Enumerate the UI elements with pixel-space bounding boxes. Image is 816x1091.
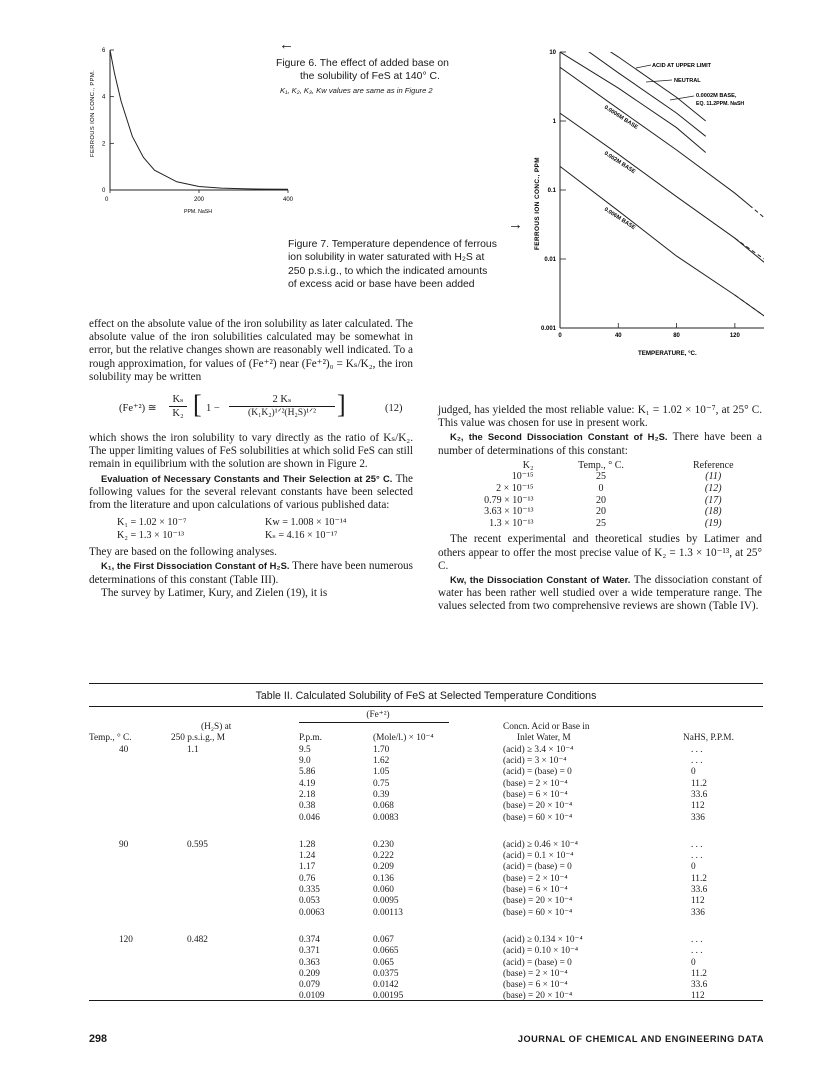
table-2-ppm: 9.5: [299, 744, 311, 755]
table-2-mole: 0.0083: [373, 812, 399, 823]
table-2-mole: 0.0375: [373, 968, 399, 979]
figure-6-y-tick-label: 2: [102, 141, 106, 148]
table-2-nahs: . . .: [691, 934, 703, 945]
figure-7-y-tick-label: 0.1: [547, 188, 556, 194]
table-2-h2s: [149, 756, 299, 767]
table-2-h2s: 1.1: [187, 744, 199, 755]
figure-7-series-line: [560, 67, 749, 205]
table-2-header-temp: Temp., ° C.: [89, 733, 132, 744]
table-2-temp: [89, 767, 149, 778]
table-2-nahs: 336: [691, 812, 705, 823]
k2-temp: 0: [598, 483, 604, 494]
table-2-h2s: [149, 969, 299, 980]
figure-6-x-tick-label: 400: [283, 197, 294, 203]
table-2-temp: [89, 862, 149, 873]
journal-name: JOURNAL OF CHEMICAL AND ENGINEERING DATA: [517, 1034, 764, 1044]
table-2-temp: [89, 779, 149, 790]
figure-6-curve: [110, 50, 288, 189]
table-2-header-fe: (Fe⁺²): [366, 710, 390, 720]
table-2-header-fe-rule: [299, 722, 487, 734]
equation-frac1: [169, 393, 187, 420]
figure-7-caption-line: 250 p.s.i.g., to which the indicated amounts: [288, 265, 488, 277]
table-2-mole: 0.00113: [373, 907, 403, 918]
table-2-mole: 0.0142: [373, 980, 399, 991]
section-heading: K₁, the First Dissociation Constant of H₂S.: [101, 560, 290, 572]
k2-table-header: [460, 460, 762, 472]
table-2-nahs: 11.2: [691, 778, 707, 789]
table-2-nahs: . . .: [691, 756, 703, 767]
table-2-conc: (base) = 6 × 10⁻⁴: [503, 980, 568, 991]
paragraph: [438, 573, 762, 614]
table-2-nahs: . . .: [691, 839, 703, 850]
k2-header-temp: Temp., ° C.: [578, 459, 624, 471]
table-2-mole: 0.00195: [373, 991, 404, 1002]
table-2-mole: 0.0095: [373, 896, 399, 907]
table-2-conc: (acid) = (base) = 0: [503, 767, 572, 778]
table-2-header-h2s: (H₂S) at: [201, 721, 232, 732]
table-2-nahs: 0: [691, 957, 696, 968]
table-2-nahs: 112: [691, 991, 705, 1002]
figure-7-label-base-c: 0.006M BASE: [602, 206, 637, 232]
table-2-h2s: [149, 908, 299, 935]
k2-table-row: [460, 483, 762, 495]
paragraph: effect on the absolute value of the iron solubility as later calculated. The absolute value of the iron solubilities calculated may be somewhat in error, but the relative changes shown are reasonably well indicated. To a rough approximation, for values of (Fe⁺²) near (Fe⁺²)₀ = Kₛ/K₂, the iron solubility may be written: [89, 318, 413, 383]
table-2-temp: [89, 851, 149, 862]
table-2-row: [89, 980, 763, 991]
table-2-mole: 0.0665: [373, 946, 399, 957]
k2-reference: (11): [705, 471, 722, 483]
k2-temp: 20: [595, 494, 606, 506]
table-2: [89, 710, 763, 1003]
table-2-conc: (acid) ≥ 0.46 × 10⁻⁴: [503, 839, 579, 850]
constant-ks: Kₛ = 4.16 × 10⁻¹⁷: [265, 530, 338, 542]
table-2-ppm: 4.19: [299, 778, 316, 789]
equation-frac2: [229, 393, 335, 420]
figure-7-leader-line: [670, 96, 694, 100]
table-2-row: [89, 991, 763, 1002]
equation-frac1-den: K₂: [172, 408, 184, 420]
equation-frac2-num: 2 Kₛ: [229, 393, 335, 407]
table-2-ppm: 1.24: [299, 851, 316, 862]
table-2-header-mole: (Mole/l.) × 10⁻⁴: [373, 733, 434, 744]
table-2-row: [89, 767, 763, 778]
table-2-temp: [89, 790, 149, 801]
figure-6-caption-line: Figure 6. The effect of added base on: [276, 58, 449, 69]
table-2-h2s: [149, 813, 299, 840]
table-2-nahs: 33.6: [691, 885, 708, 896]
paragraph: The recent experimental and theoretical studies by Latimer and others appear to offer the most precise value of K₂ = 1.3 × 10⁻¹³, at 25° C.: [438, 533, 762, 572]
table-2-conc: (acid) = (base) = 0: [503, 957, 572, 968]
table-2-h2s: [149, 779, 299, 790]
paragraph-text: The dissociation constant of water has been rather well studied over a wide temperature range. The values selected from two comprehensive reviews are shown (Table IV).: [438, 573, 762, 613]
table-2-mole: 1.70: [373, 744, 390, 755]
figure-7-y-tick-label: 10: [549, 50, 556, 56]
table-2-h2s: [149, 862, 299, 873]
figure-7-y-tick-label: 1: [552, 119, 556, 125]
table-2-mole: 0.209: [373, 862, 394, 873]
table-2-mole: 1.62: [373, 756, 390, 767]
table-2-temp: 120: [119, 934, 133, 945]
section-heading: Kw, the Dissociation Constant of Water.: [450, 573, 631, 585]
table-2-ppm: 0.371: [299, 946, 320, 957]
table-2-row: [89, 935, 763, 946]
table-2-ppm: 0.079: [299, 980, 320, 991]
table-2-temp: [89, 980, 149, 991]
table-2-conc: (base) = 2 × 10⁻⁴: [503, 873, 568, 884]
table-2-h2s: 0.482: [187, 934, 208, 945]
table-2-ppm: 5.86: [299, 767, 316, 778]
table-2-ppm: 9.0: [299, 756, 311, 767]
table-2-nahs: 112: [691, 896, 705, 907]
figure-7-label-base-small: 0.0002M BASE,: [696, 93, 737, 99]
table-2-row: [89, 874, 763, 885]
table-2-title: Table II. Calculated Solubility of FeS at Selected Temperature Conditions: [255, 690, 597, 702]
table-2-nahs: 11.2: [691, 873, 707, 884]
figure-6-caption-line: the solubility of FeS at 140° C.: [300, 71, 440, 83]
table-2-h2s: [149, 874, 299, 885]
table-2-ppm: 2.18: [299, 789, 316, 800]
figure-6-ylabel: FERROUS ION CONC., PPM.: [90, 69, 96, 157]
k2-temp: 20: [595, 506, 606, 518]
k2-table-row: [460, 518, 762, 530]
figure-7-series-group: [560, 38, 764, 316]
figure-7-x-tick-label: 40: [614, 333, 622, 339]
figure-7-ylabel: FERROUS ION CONC., PPM: [534, 157, 541, 250]
figure-7-label-neutral: NEUTRAL: [674, 78, 701, 84]
table-2-ppm: 0.335: [299, 885, 320, 896]
table-2-ppm: 0.76: [299, 873, 316, 884]
constant-k1: K₁ = 1.02 × 10⁻⁷: [117, 517, 187, 529]
table-2-row: [89, 908, 763, 935]
table-2-nahs: 11.2: [691, 968, 707, 979]
table-2-h2s: 0.595: [187, 839, 208, 850]
table-2-ppm: 0.209: [299, 968, 320, 979]
equation-bracket-one: 1 −: [206, 403, 220, 415]
table-2-ppm: 0.374: [299, 934, 320, 945]
table-2-mole: 0.136: [373, 873, 394, 884]
table-2-h2s: [149, 767, 299, 778]
table-2-row: [89, 756, 763, 767]
table-2-mole: 0.065: [373, 957, 394, 968]
table-2-h2s: [149, 980, 299, 991]
table-2-mole: 0.067: [373, 934, 394, 945]
table-2-temp: [89, 756, 149, 767]
table-2-h2s: [149, 946, 299, 957]
k2-temp: 25: [595, 471, 606, 483]
table-2-temp: [89, 801, 149, 812]
equation-bracket-close: ]: [337, 390, 346, 420]
paragraph: They are based on the following analyses.: [89, 546, 277, 559]
table-2-row: [89, 840, 763, 851]
paragraph: [438, 430, 762, 457]
figure-7-y-tick-label: 0.001: [540, 326, 556, 332]
constants-block: [89, 516, 413, 544]
figure-6-xlabel: PPM. NaSH: [184, 209, 212, 215]
equation-frac1-num: Kₛ: [169, 393, 187, 407]
table-2-conc: (base) = 60 × 10⁻⁴: [503, 907, 573, 918]
table-2-nahs: 33.6: [691, 789, 708, 800]
section-heading: Evaluation of Necessary Constants and Their Selection at 25° C.: [101, 472, 393, 484]
table-2-row: [89, 851, 763, 862]
k2-reference: (19): [704, 517, 722, 529]
table-2-top-rule: [89, 683, 763, 684]
table-2-temp: [89, 896, 149, 907]
k2-value: 1.3 × 10⁻¹³: [489, 517, 534, 529]
paragraph: judged, has yielded the most reliable value: K₁ = 1.02 × 10⁻⁷, at 25° C. This value was chosen for use in present work.: [438, 404, 762, 430]
table-2-mole: 0.39: [373, 789, 390, 800]
table-2-ppm: 0.363: [299, 957, 320, 968]
section-heading: K₂, the Second Dissociation Constant of H₂S.: [450, 431, 668, 443]
k2-value: 0.79 × 10⁻¹³: [484, 494, 534, 506]
k2-table-row: [460, 506, 762, 518]
paragraph: The survey by Latimer, Kury, and Zielen (19), it is: [101, 586, 328, 599]
table-2-conc: (acid) ≥ 0.134 × 10⁻⁴: [503, 934, 583, 945]
table-2-header-row: [89, 733, 763, 745]
table-2-conc: (base) = 6 × 10⁻⁴: [503, 789, 568, 800]
table-2-ppm: 1.28: [299, 839, 316, 850]
left-column: [89, 318, 413, 600]
table-2-temp: [89, 874, 149, 885]
table-2-mole: 0.068: [373, 801, 394, 812]
table-2-header-row: [89, 722, 763, 734]
figure-6-x-tick-label: 0: [105, 197, 109, 203]
k2-temp: 25: [595, 517, 606, 529]
figure-7-dashed-extension: [749, 205, 764, 217]
figure-6-arrow: ←: [279, 36, 294, 53]
table-2-temp: [89, 946, 149, 957]
figure-7-label-base-small: EQ. 11.2PPM. NaSH: [696, 101, 745, 107]
right-column: [438, 404, 762, 614]
constant-k2: K₂ = 1.3 × 10⁻¹³: [117, 530, 184, 542]
table-2-row: [89, 958, 763, 969]
table-2-temp: [89, 958, 149, 969]
constant-kw: Kw = 1.008 × 10⁻¹⁴: [265, 517, 347, 529]
table-2-conc: (acid) = 0.10 × 10⁻⁴: [503, 946, 579, 957]
table-2-mole: 1.05: [373, 767, 390, 778]
table-2-header-conc: Concn. Acid or Base in: [503, 721, 590, 732]
figure-7-leader-line: [636, 65, 651, 68]
equation-bracket-open: [: [193, 390, 202, 420]
table-2-row: [89, 813, 763, 840]
table-2-conc: (base) = 20 × 10⁻⁴: [503, 991, 573, 1002]
table-2-bottom-rule: [89, 1000, 763, 1001]
figure-7-caption-line: ion solubility in water saturated with H₂S at: [288, 252, 485, 264]
figure-7-arrow: →: [508, 216, 523, 233]
table-2-h2s: [149, 958, 299, 969]
equation-lhs: (Fe⁺²) ≅: [119, 403, 157, 415]
table-2-temp: 40: [119, 744, 129, 755]
equation-frac2-den: (K₁K₂)¹ᐟ²(H₂S)¹ᐟ²: [248, 408, 316, 419]
table-2-ppm: 0.38: [299, 801, 316, 812]
table-2-row: [89, 896, 763, 907]
table-2-conc: (base) = 2 × 10⁻⁴: [503, 968, 568, 979]
figure-7-xlabel: TEMPERATURE, °C.: [638, 350, 697, 357]
k2-table-row: [460, 495, 762, 507]
figure-7-caption-line: Figure 7. Temperature dependence of ferrous: [288, 239, 497, 250]
table-2-ppm: 0.0063: [299, 907, 325, 918]
figure-7-x-tick-label: 80: [673, 333, 680, 339]
figure-7-chart: [520, 38, 775, 363]
table-2-nahs: 0: [691, 862, 696, 873]
k2-header-ref: Reference: [692, 459, 734, 471]
table-2-nahs: . . .: [691, 851, 703, 862]
table-2-conc: (base) = 2 × 10⁻⁴: [503, 778, 568, 789]
table-2-mole: 0.222: [373, 851, 394, 862]
table-2-nahs: 336: [691, 907, 705, 918]
table-2-h2s: [149, 790, 299, 801]
figure-7-label-base-b: 0.002M BASE: [602, 150, 637, 176]
table-2-conc: (acid) = 3 × 10⁻⁴: [503, 756, 567, 767]
table-2-mole: 0.230: [373, 839, 394, 850]
paragraph-text: There have been a number of determinations of this constant:: [438, 431, 762, 457]
table-2-temp: 90: [119, 839, 129, 850]
paragraph-text: The following values for the several relevant constants have been selected from the literature and upon calculations of various published data:: [89, 472, 413, 512]
figure-6-y-tick-label: 4: [102, 94, 106, 101]
equation-12: [89, 390, 413, 430]
table-2-header-row: [89, 710, 763, 722]
figure-7-y-tick-label: 0.01: [544, 257, 556, 263]
table-2-header-nahs: NaHS, P.P.M.: [683, 733, 734, 744]
figure-6-chart: [82, 42, 302, 217]
table-2-h2s: [149, 885, 299, 896]
k2-table-row: [460, 471, 762, 483]
k2-table: [460, 460, 762, 530]
table-2-conc: (acid) ≥ 3.4 × 10⁻⁴: [503, 744, 574, 755]
table-2-mole: 0.060: [373, 885, 394, 896]
table-2-conc: (base) = 20 × 10⁻⁴: [503, 896, 573, 907]
figure-7-label-base-a: 0.0006M BASE: [602, 104, 639, 131]
table-2-ppm: 0.053: [299, 896, 320, 907]
table-2-row: [89, 790, 763, 801]
table-2-nahs: 112: [691, 801, 705, 812]
table-2-title-rule: [89, 706, 763, 707]
table-2-conc: (base) = 6 × 10⁻⁴: [503, 885, 568, 896]
table-2-nahs: 0: [691, 767, 696, 778]
figure-6-x-tick-label: 200: [194, 197, 205, 203]
table-2-h2s: [149, 991, 299, 1002]
table-2-nahs: . . .: [691, 946, 703, 957]
table-2-ppm: 0.046: [299, 812, 320, 823]
figure-7-label-acid: ACID AT UPPER LIMIT: [652, 63, 712, 69]
table-2-conc: (base) = 60 × 10⁻⁴: [503, 812, 573, 823]
figure-7-caption-line: of excess acid or base have been added: [288, 279, 475, 291]
figure-6-y-tick-label: 0: [102, 188, 106, 194]
paragraph: which shows the iron solubility to vary directly as the ratio of Kₛ/K₂. The upper limiting values of FeS solubilities at which solid FeS can still remain in equilibrium with the solution are shown in Figure 2.: [89, 432, 413, 471]
paragraph: [89, 559, 413, 586]
table-2-row: [89, 969, 763, 980]
table-2-conc: (acid) = 0.1 × 10⁻⁴: [503, 851, 574, 862]
k2-value: 3.63 × 10⁻¹³: [484, 506, 534, 518]
table-2-row: [89, 885, 763, 896]
k2-value: 2 × 10⁻¹⁵: [496, 483, 534, 494]
table-2-h2s: [149, 801, 299, 812]
table-2-header-conc: Inlet Water, M: [517, 733, 571, 744]
figure-6-caption: [276, 57, 506, 97]
k2-reference: (18): [704, 506, 722, 518]
figure-7-x-tick-label: 0: [558, 333, 562, 339]
page-number: 298: [89, 1033, 108, 1045]
table-2-mole: 0.75: [373, 778, 390, 789]
equation-number: (12): [385, 403, 403, 415]
table-2-temp: [89, 885, 149, 896]
table-2-row: [89, 745, 763, 756]
table-2-temp: [89, 969, 149, 980]
table-2-header-ppm: P.p.m.: [299, 733, 322, 744]
k2-header-k2: K₂: [522, 459, 534, 471]
figure-6-y-tick-label: 6: [102, 48, 106, 54]
table-2-conc: (acid) = (base) = 0: [503, 862, 572, 873]
figure-7-series-line: [560, 166, 764, 315]
figure-6-caption-note: K₁, K₂, K₃, Kw values are same as in Figure 2: [280, 85, 433, 95]
table-2-row: [89, 779, 763, 790]
k2-reference: (17): [704, 494, 722, 506]
table-2-conc: (base) = 20 × 10⁻⁴: [503, 801, 573, 812]
table-2-nahs: 33.6: [691, 980, 708, 991]
paragraph: [89, 472, 413, 513]
table-2-temp: [89, 813, 149, 840]
table-2-row: [89, 862, 763, 873]
k2-value: 10⁻¹⁵: [511, 471, 534, 483]
table-2-ppm: 0.0109: [299, 991, 325, 1002]
table-2-row: [89, 801, 763, 812]
table-2-row: [89, 946, 763, 957]
table-2-h2s: [149, 896, 299, 907]
figure-7-leader-line: [646, 80, 672, 82]
table-2-header-h2s: 250 p.s.i.g., M: [171, 733, 225, 744]
table-2-h2s: [149, 851, 299, 862]
table-2-ppm: 1.17: [299, 862, 316, 873]
table-2-temp: [89, 991, 149, 1002]
figure-7-caption: [288, 238, 528, 292]
figure-7-series-line: [560, 113, 764, 262]
figure-7-x-tick-label: 120: [729, 333, 740, 339]
table-2-nahs: . . .: [691, 744, 703, 755]
paragraph-text: There have been numerous determinations of this constant (Table III).: [89, 560, 414, 586]
k2-reference: (12): [704, 483, 722, 494]
table-2-temp: [89, 908, 149, 935]
